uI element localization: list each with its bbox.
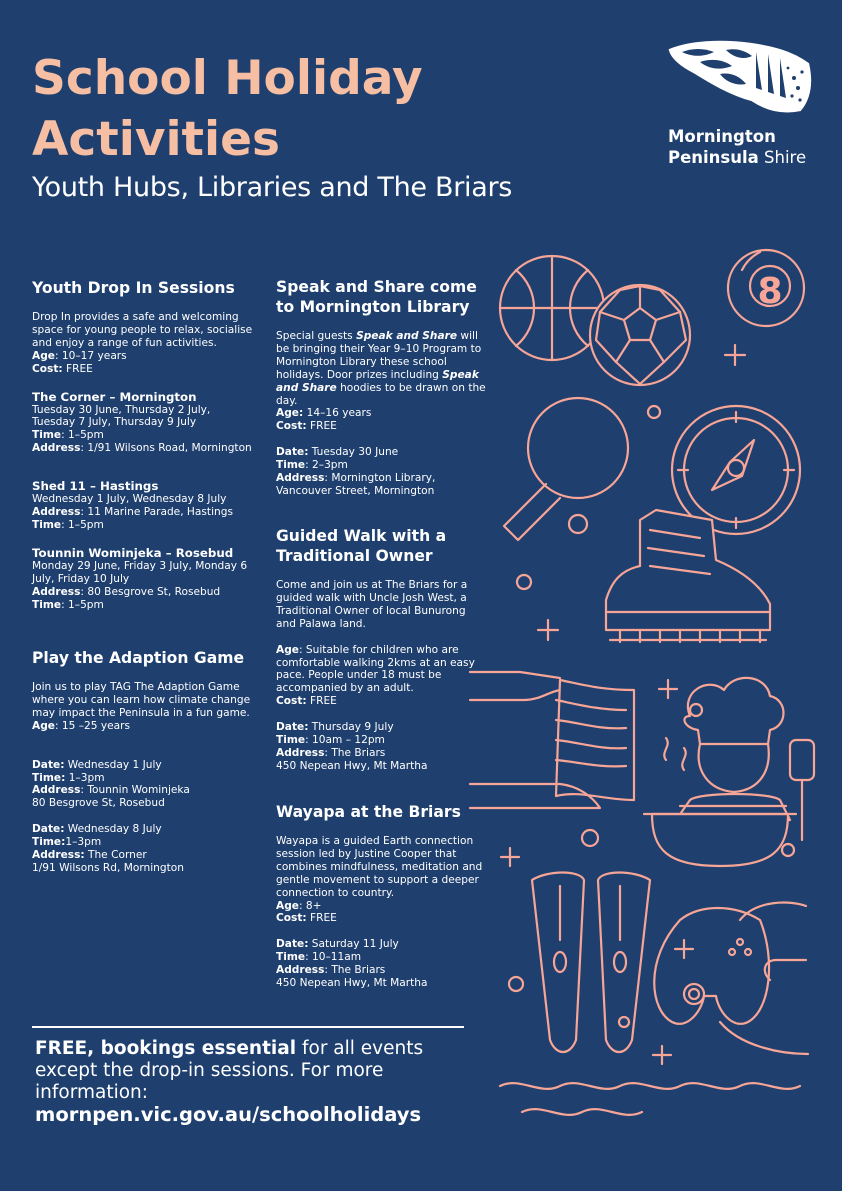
adaption-s2-date: Date: Wednesday 8 July — [32, 823, 162, 836]
adaption-heading: Play the Adaption Game — [32, 649, 245, 667]
adaption-s1-date: Date: Wednesday 1 July — [32, 758, 162, 771]
speak-time: Time: 2–3pm — [276, 459, 348, 472]
speak-address: Address: Mornington Library, Vancouver Street, Mornington — [276, 472, 436, 497]
speak-age: Age: 14–16 years — [276, 407, 372, 420]
plus-icon — [538, 620, 558, 640]
tounnin-time: Time: 1–5pm — [32, 598, 104, 611]
compass-icon — [672, 406, 800, 534]
wayapa-intro: Wayapa is a guided Earth connection session led by Justine Cooper that combines mindfulness, meditation and gentle movement to support a deeper connection to country. — [276, 835, 483, 899]
ping-pong-paddle-icon — [504, 398, 628, 540]
wayapa-date: Date: Saturday 11 July — [276, 938, 399, 951]
shed-address: Address: 11 Marine Parade, Hastings — [32, 506, 233, 519]
book-hands-icon — [470, 672, 634, 808]
eight-ball-number: 8 — [757, 271, 783, 312]
wayapa-age: Age: 8+ — [276, 899, 322, 912]
speak-heading: Speak and Share come to Mornington Library — [276, 278, 477, 316]
wayapa-heading: Wayapa at the Briars — [276, 803, 461, 821]
speak-intro: Special guests Speak and Share will be bringing their Year 9–10 Program to Mornington Library these school holidays. Door prizes including Speak and Share hoodies to be drawn on the day. — [276, 330, 486, 407]
footer-notice: FREE, bookings essential for all events except the drop-in sessions. For more information: mornpen.vic.gov.au/schoolholidays — [35, 1038, 424, 1126]
wayapa-address: Address: The Briars — [276, 964, 386, 977]
walk-time: Time: 10am – 12pm — [276, 734, 385, 747]
adaption-s2-address: Address: The Corner — [32, 849, 147, 862]
corner-heading: The Corner – Mornington — [32, 389, 197, 404]
spatula-icon — [790, 740, 814, 840]
page-subtitle: Youth Hubs, Libraries and The Briars — [32, 172, 513, 203]
shed-dates: Wednesday 1 July, Wednesday 8 July — [32, 493, 227, 506]
walk-date: Date: Thursday 9 July — [276, 721, 394, 734]
walk-cost: Cost: FREE — [276, 695, 337, 708]
walk-age: Age: Suitable for children who are comfortable walking 2kms at an easy pace. People under 18 must be accompanied by an adult. — [276, 643, 475, 695]
tounnin-dates: Monday 29 June, Friday 3 July, Monday 6 July, Friday 10 July — [32, 559, 248, 585]
walk-address2: 450 Nepean Hwy, Mt Martha — [276, 759, 428, 772]
corner-address: Address: 1/91 Wilsons Road, Mornington — [32, 442, 252, 455]
adaption-s1-address: Address: Tounnin Wominjeka — [32, 784, 190, 797]
plus-icon — [501, 848, 519, 866]
wayapa-time: Time: 10–11am — [276, 951, 362, 964]
shed-heading: Shed 11 – Hastings — [32, 479, 159, 494]
hiking-boot-icon — [606, 510, 770, 642]
plus-icon — [653, 1046, 671, 1064]
wave-icon — [500, 1083, 800, 1089]
logo-line-1: Mornington — [668, 127, 776, 146]
game-controller-icon — [654, 903, 808, 1054]
tounnin-address: Address: 80 Besgrove St, Rosebud — [32, 585, 221, 598]
youth-heading: Youth Drop In Sessions — [32, 279, 235, 297]
chef-icon — [644, 678, 796, 866]
soccer-ball-icon — [590, 285, 690, 385]
walk-heading: Guided Walk with a Traditional Owner — [276, 527, 447, 565]
adaption-s2-time: Time:1–3pm — [32, 836, 102, 849]
footer-url-link[interactable]: mornpen.vic.gov.au/schoolholidays — [35, 1103, 422, 1126]
adaption-intro: Join us to play TAG The Adaption Game where you can learn how climate change may impact the Peninsula in a fun game. — [32, 681, 251, 719]
adaption-s1-address2: 80 Besgrove St, Rosebud — [32, 797, 165, 810]
basketball-icon — [500, 256, 604, 360]
adaption-age: Age: 15 –25 years — [32, 719, 131, 732]
corner-time: Time: 1–5pm — [32, 429, 104, 442]
tounnin-heading: Tounnin Wominjeka – Rosebud — [32, 545, 234, 560]
walk-intro: Come and join us at The Briars for a guided walk with Uncle Josh West, a Traditional Owner of local Bunurong and Palawa land. — [276, 579, 468, 630]
wayapa-cost: Cost: FREE — [276, 912, 337, 925]
adaption-s1-time: Time: 1–3pm — [32, 771, 105, 784]
youth-age: Age: 10–17 years — [32, 349, 127, 362]
corner-dates: Tuesday 30 June, Thursday 2 July, Tuesday 7 July, Thursday 9 July — [32, 403, 211, 429]
plus-icon — [725, 345, 745, 365]
wave-icon — [522, 1109, 642, 1115]
swim-fins-icon — [532, 873, 650, 1053]
speak-date: Date: Tuesday 30 June — [276, 446, 399, 459]
wayapa-address2: 450 Nepean Hwy, Mt Martha — [276, 977, 428, 990]
adaption-s2-address2: 1/91 Wilsons Rd, Mornington — [32, 861, 184, 874]
youth-intro: Drop In provides a safe and welcoming space for young people to relax, socialise and enjoy a range of fun activities. — [32, 311, 253, 349]
speak-cost: Cost: FREE — [276, 420, 337, 433]
shed-time: Time: 1–5pm — [32, 518, 104, 531]
youth-cost: Cost: FREE — [32, 362, 93, 375]
logo-line-2: Peninsula Shire — [668, 148, 807, 167]
page-title: School Holiday Activities — [32, 51, 423, 167]
walk-address: Address: The Briars — [276, 746, 386, 759]
plus-icon — [659, 680, 677, 698]
